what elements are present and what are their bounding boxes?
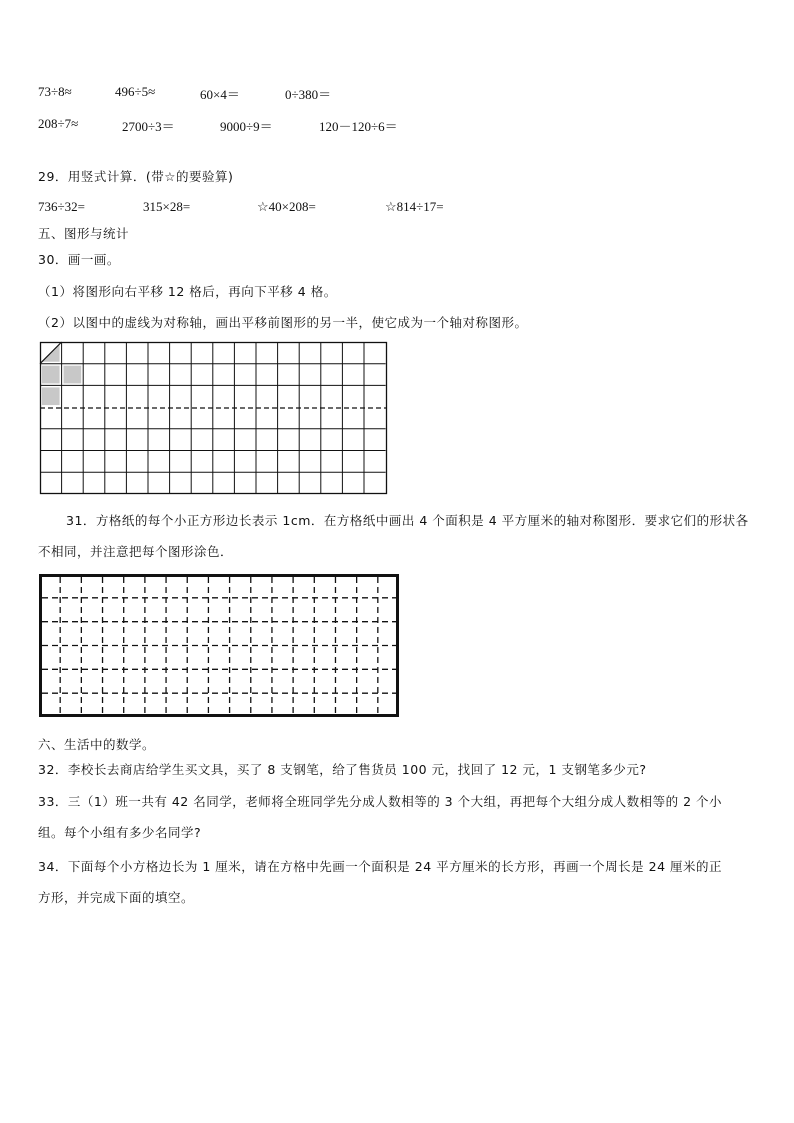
q29-item: 315×28= [143, 199, 191, 214]
q30-grid [40, 342, 390, 496]
calc-item: 120－120÷6＝ [319, 119, 398, 134]
calc-item: 73÷8≈ [38, 84, 72, 99]
calc-item: 496÷5≈ [115, 84, 156, 99]
section-heading: 五、图形与统计 [38, 226, 130, 241]
q33-line1: 33．三（1）班一共有 42 名同学，老师将全班同学先分成人数相等的 3 个大组，再把每个大组分成人数相等的 2 个小 [38, 794, 723, 809]
q29-item: ☆40×208= [257, 199, 316, 214]
q30-title: 30．画一画。 [38, 252, 120, 267]
q34-line2: 方形，并完成下面的填空。 [38, 890, 195, 905]
section-heading: 六、生活中的数学。 [38, 737, 156, 752]
q29-item: ☆814÷17= [385, 199, 444, 214]
q30-part1: （1）将图形向右平移 12 格后，再向下平移 4 格。 [38, 284, 337, 299]
calc-item: 2700÷3＝ [122, 119, 175, 134]
q29-title: 29．用竖式计算．(带☆的要验算) [38, 169, 234, 184]
q34-line1: 34．下面每个小方格边长为 1 厘米，请在方格中先画一个面积是 24 平方厘米的长方形，再画一个周长是 24 厘米的正 [38, 859, 723, 874]
calc-item: 0÷380＝ [285, 87, 332, 102]
shaded-cell [64, 366, 82, 384]
q30-part2: （2）以图中的虚线为对称轴，画出平移前图形的另一半，使它成为一个轴对称图形。 [38, 315, 528, 330]
shaded-cell [42, 387, 60, 405]
q29-item: 736÷32= [38, 199, 85, 214]
calc-item: 9000÷9＝ [220, 119, 273, 134]
q31-line2: 不相同，并注意把每个图形涂色． [38, 544, 234, 559]
calc-item: 208÷7≈ [38, 116, 79, 131]
q31-line1: 31．方格纸的每个小正方形边长表示 1cm．在方格纸中画出 4 个面积是 4 平方厘米的轴对称图形．要求它们的形状各 [66, 513, 749, 528]
q33-line2: 组。每个小组有多少名同学? [38, 825, 202, 840]
q32-text: 32．李校长去商店给学生买文具，买了 8 支钢笔，给了售货员 100 元，找回了 12 元，1 支钢笔多少元? [38, 762, 647, 777]
shaded-cell [42, 366, 60, 384]
calc-item: 60×4＝ [200, 87, 240, 102]
q31-dashed-grid [39, 574, 401, 719]
